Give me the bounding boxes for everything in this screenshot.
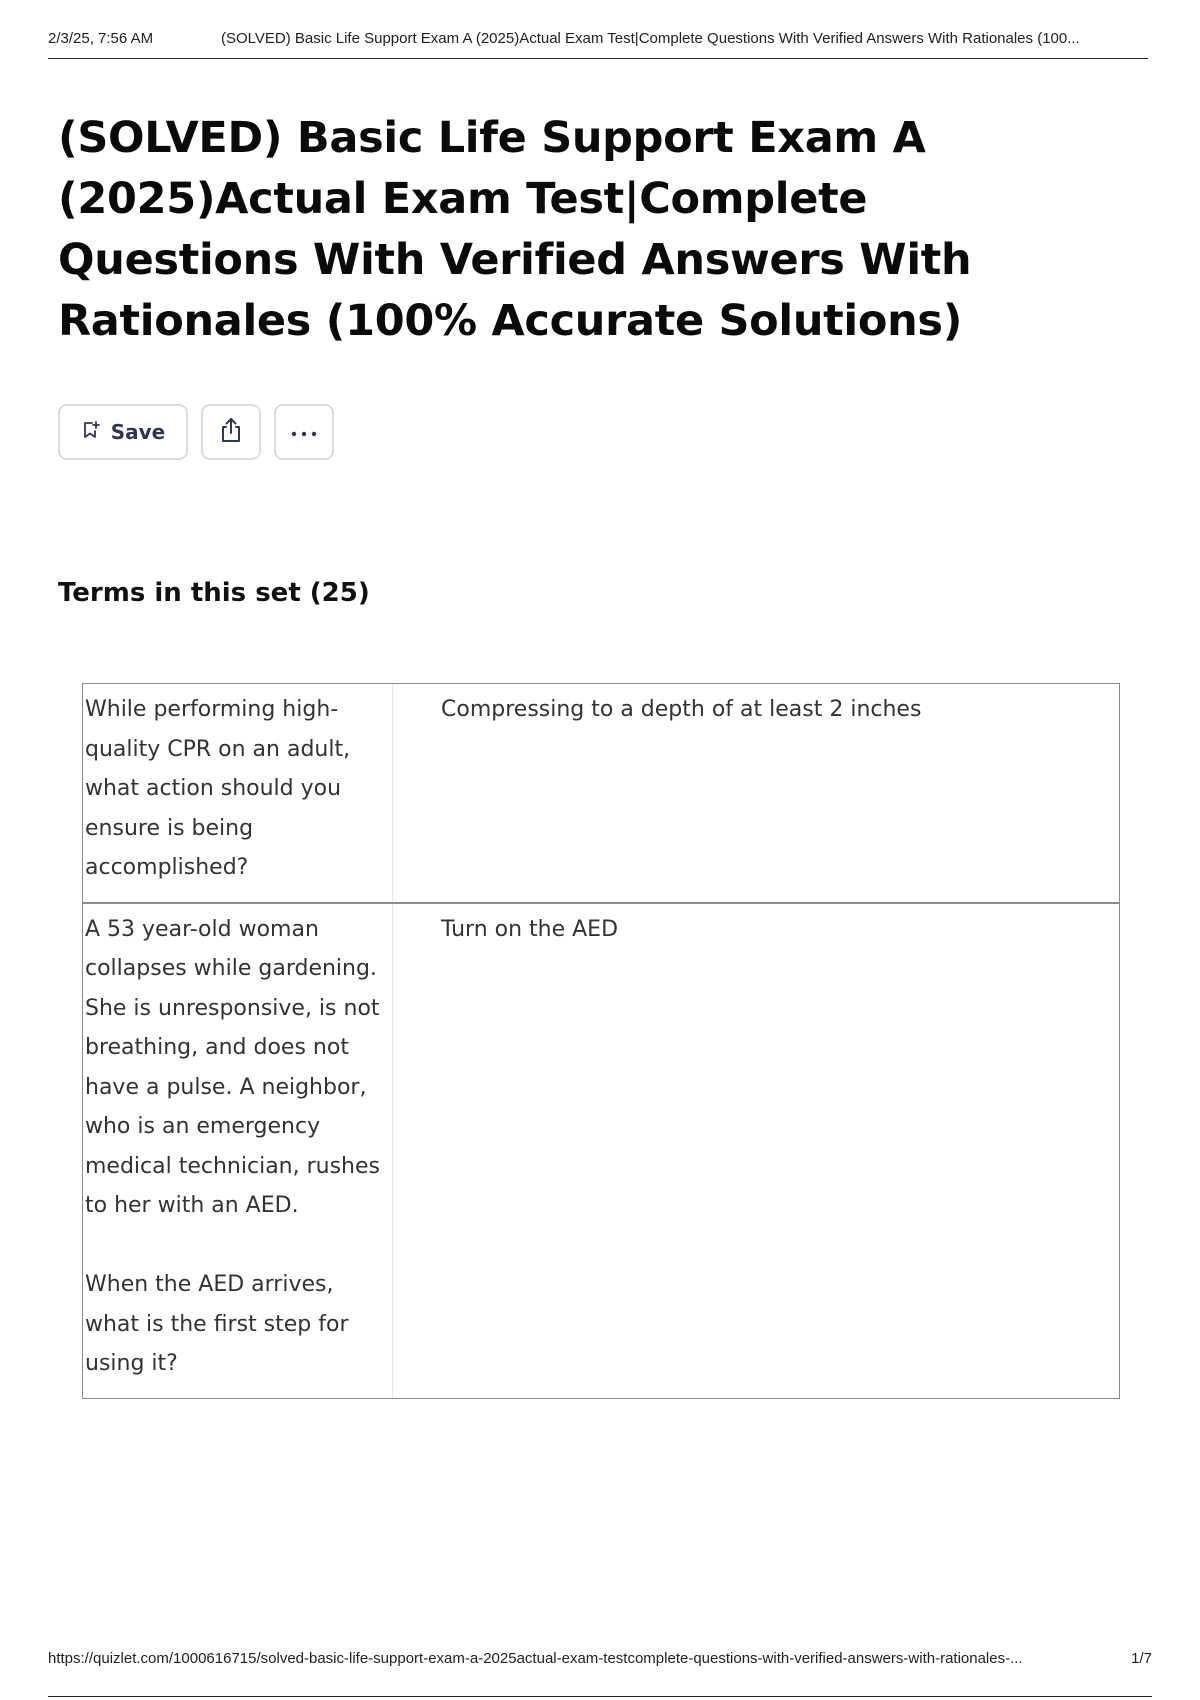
save-button[interactable] (58, 404, 188, 460)
more-icon (290, 423, 318, 442)
definition-text: Turn on the AED (441, 916, 619, 942)
term-text: A 53 year-old woman collapses while gardening. She is unresponsive, is not breathing, and does not have a pulse. A neighbor, who is an emergency medical technician, rushes to her with an AED. When the AED arrives, what is the first step for using it? (83, 904, 393, 1398)
term-row (82, 683, 1120, 903)
print-header (48, 28, 1148, 59)
terms-heading: Terms in this set (25) (58, 578, 370, 608)
save-icon (81, 420, 101, 444)
terms-table (82, 683, 1120, 1399)
print-footer (48, 1650, 1152, 1697)
print-datetime: 2/3/25, 7:56 AM (48, 30, 154, 47)
print-document-title: (SOLVED) Basic Life Support Exam A (2025)Actual Exam Test|Complete Questions With Verified Answers With Rationales (100... (221, 30, 1080, 47)
share-icon (218, 416, 244, 448)
save-button-label: Save (110, 420, 166, 444)
term-text: While performing high-quality CPR on an adult, what action should you ensure is being accomplished? (83, 684, 393, 902)
page-title: (SOLVED) Basic Life Support Exam A (2025)Actual Exam Test|Complete Questions With Verified Answers With Rationales (100% Accurate Solutions) (58, 113, 972, 346)
page-number: 1/7 (1131, 1650, 1152, 1667)
definition-text: Compressing to a depth of at least 2 inches (441, 697, 922, 722)
share-button[interactable] (201, 404, 261, 460)
page-url: https://quizlet.com/1000616715/solved-basic-life-support-exam-a-2025actual-exam-testcomplete-questions-with-verified-answers-with-rationales-... (48, 1650, 1023, 1667)
more-options-button[interactable] (274, 404, 334, 460)
term-row (82, 902, 1120, 1399)
